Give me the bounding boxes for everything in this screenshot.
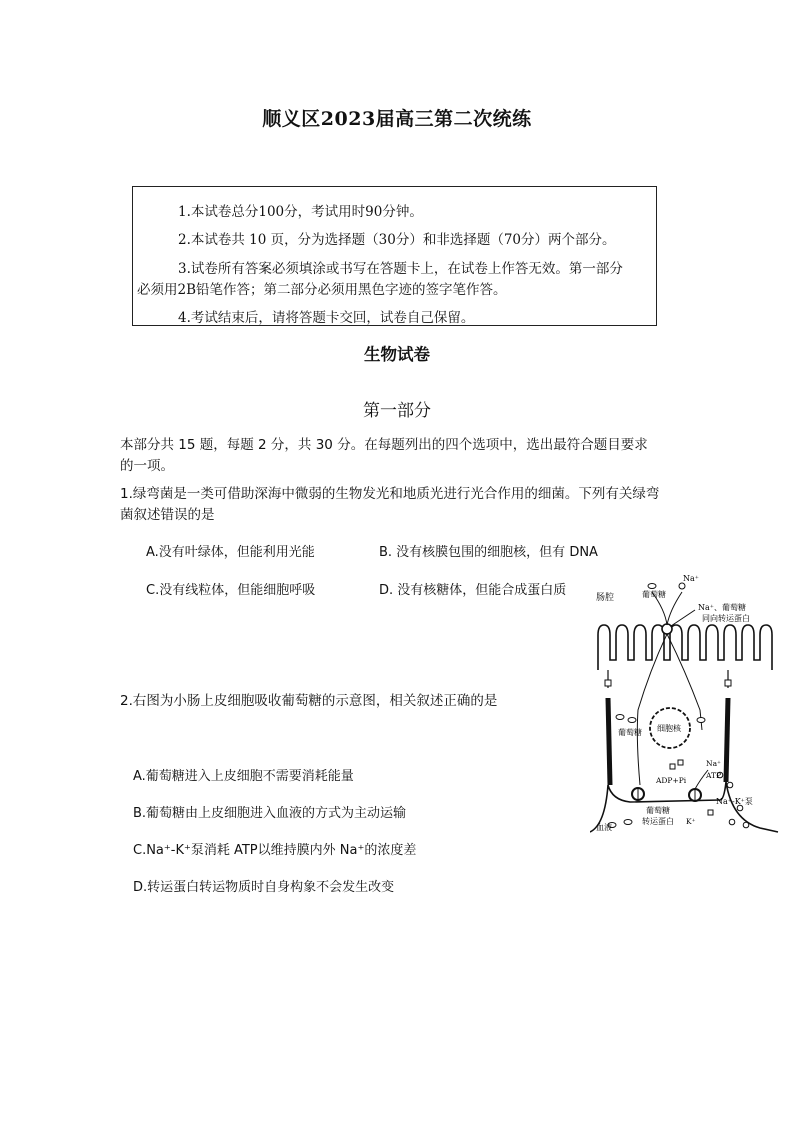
- na-ion-icon: [743, 822, 749, 828]
- glucose-icon: [628, 718, 636, 723]
- label-lumen: 肠腔: [596, 593, 615, 603]
- q2-option-b: B.葡萄糖由上皮细胞进入血液的方式为主动运输: [133, 806, 407, 821]
- notice-item-2: 2.本试卷共 10 页，分为选择题（30分）和非选择题（70分）两个部分。: [178, 232, 616, 248]
- label-glucose-bottom: 葡萄糖: [646, 806, 670, 815]
- q1-stem-line2: 菌叙述错误的是: [120, 507, 215, 523]
- cotransporter-line: [671, 610, 695, 626]
- label-k: K⁺: [686, 817, 696, 826]
- q2-option-c: C.Na⁺-K⁺泵消耗 ATP以维持膜内外 Na⁺的浓度差: [133, 843, 417, 858]
- left-junction: [605, 680, 611, 686]
- label-glucose-top: 葡萄糖: [642, 590, 666, 599]
- glucose-icon: [624, 820, 632, 825]
- k-ion-icon: [678, 760, 683, 765]
- notice-item-1: 1.本试卷总分100分，考试用时90分钟。: [178, 204, 423, 220]
- part-intro-line1: 本部分共 15 题，每题 2 分，共 30 分。在每题列出的四个选项中，选出最符合题目要求: [120, 437, 648, 453]
- epithelial-cell-figure: [590, 570, 780, 840]
- na-icon: [679, 583, 685, 589]
- label-cotransporter-2: 同向转运蛋白: [702, 614, 750, 623]
- glucose-icon: [648, 584, 656, 589]
- q2-stem: 2.右图为小肠上皮细胞吸收葡萄糖的示意图，相关叙述正确的是: [120, 693, 498, 709]
- q2-option-a: A.葡萄糖进入上皮细胞不需要消耗能量: [133, 769, 354, 784]
- notice-item-3-cont: 必须用2B铅笔作答；第二部分必须用黑色字迹的签字笔作答。: [137, 282, 507, 298]
- q1-option-b: B. 没有核膜包围的细胞核，但有 DNA: [379, 545, 598, 560]
- label-na-top: Na⁺: [683, 574, 699, 583]
- k-ion-icon: [670, 764, 675, 769]
- q1-option-d: D. 没有核糖体，但能合成蛋白质: [379, 583, 567, 598]
- cotransporter-icon: [662, 624, 672, 634]
- notice-item-4: 4.考试结束后，请将答题卡交回，试卷自己保留。: [178, 310, 475, 326]
- right-junction: [725, 680, 731, 686]
- q1-option-a: A.没有叶绿体，但能利用光能: [146, 545, 315, 560]
- label-atp: ATP: [706, 771, 722, 780]
- q1-option-c: C.没有线粒体，但能细胞呼吸: [146, 583, 316, 598]
- part-intro-line2: 的一项。: [120, 458, 174, 474]
- microvilli-membrane: [598, 625, 772, 670]
- label-cotransporter-1: Na⁺、葡萄糖: [698, 603, 746, 612]
- na-ion-icon: [737, 805, 743, 811]
- label-transporter: 转运蛋白: [642, 817, 674, 826]
- na-ion-icon: [727, 782, 733, 788]
- part-title: 第一部分: [363, 401, 431, 421]
- label-adp: ADP+Pi: [656, 776, 687, 785]
- right-thick-wall: [726, 698, 728, 782]
- q1-stem-line1: 1.绿弯菌是一类可借助深海中微弱的生物发光和地质光进行光合作用的细菌。下列有关绿弯: [120, 486, 660, 502]
- notice-item-3: 3.试卷所有答案必须填涂或书写在答题卡上，在试卷上作答无效。第一部分: [178, 261, 623, 277]
- glucose-icon: [616, 715, 624, 720]
- label-glucose-left: 葡萄糖: [618, 728, 642, 737]
- label-pump: Na⁺-K⁺泵: [716, 797, 753, 806]
- glucose-icon: [697, 718, 705, 723]
- basal-membrane: [590, 782, 778, 832]
- left-thick-wall: [608, 698, 610, 785]
- label-blood: 血液: [596, 823, 612, 832]
- label-nucleus: 细胞核: [657, 724, 681, 733]
- na-ion-icon: [729, 819, 735, 825]
- label-na-right: Na⁺: [706, 759, 721, 768]
- k-ion-icon: [708, 810, 713, 815]
- subject-title: 生物试卷: [364, 345, 430, 364]
- exam-title: 顺义区2023届高三第二次统练: [262, 108, 532, 130]
- q2-option-d: D.转运蛋白转运物质时自身构象不会发生改变: [133, 880, 395, 895]
- notice-box: [132, 186, 657, 326]
